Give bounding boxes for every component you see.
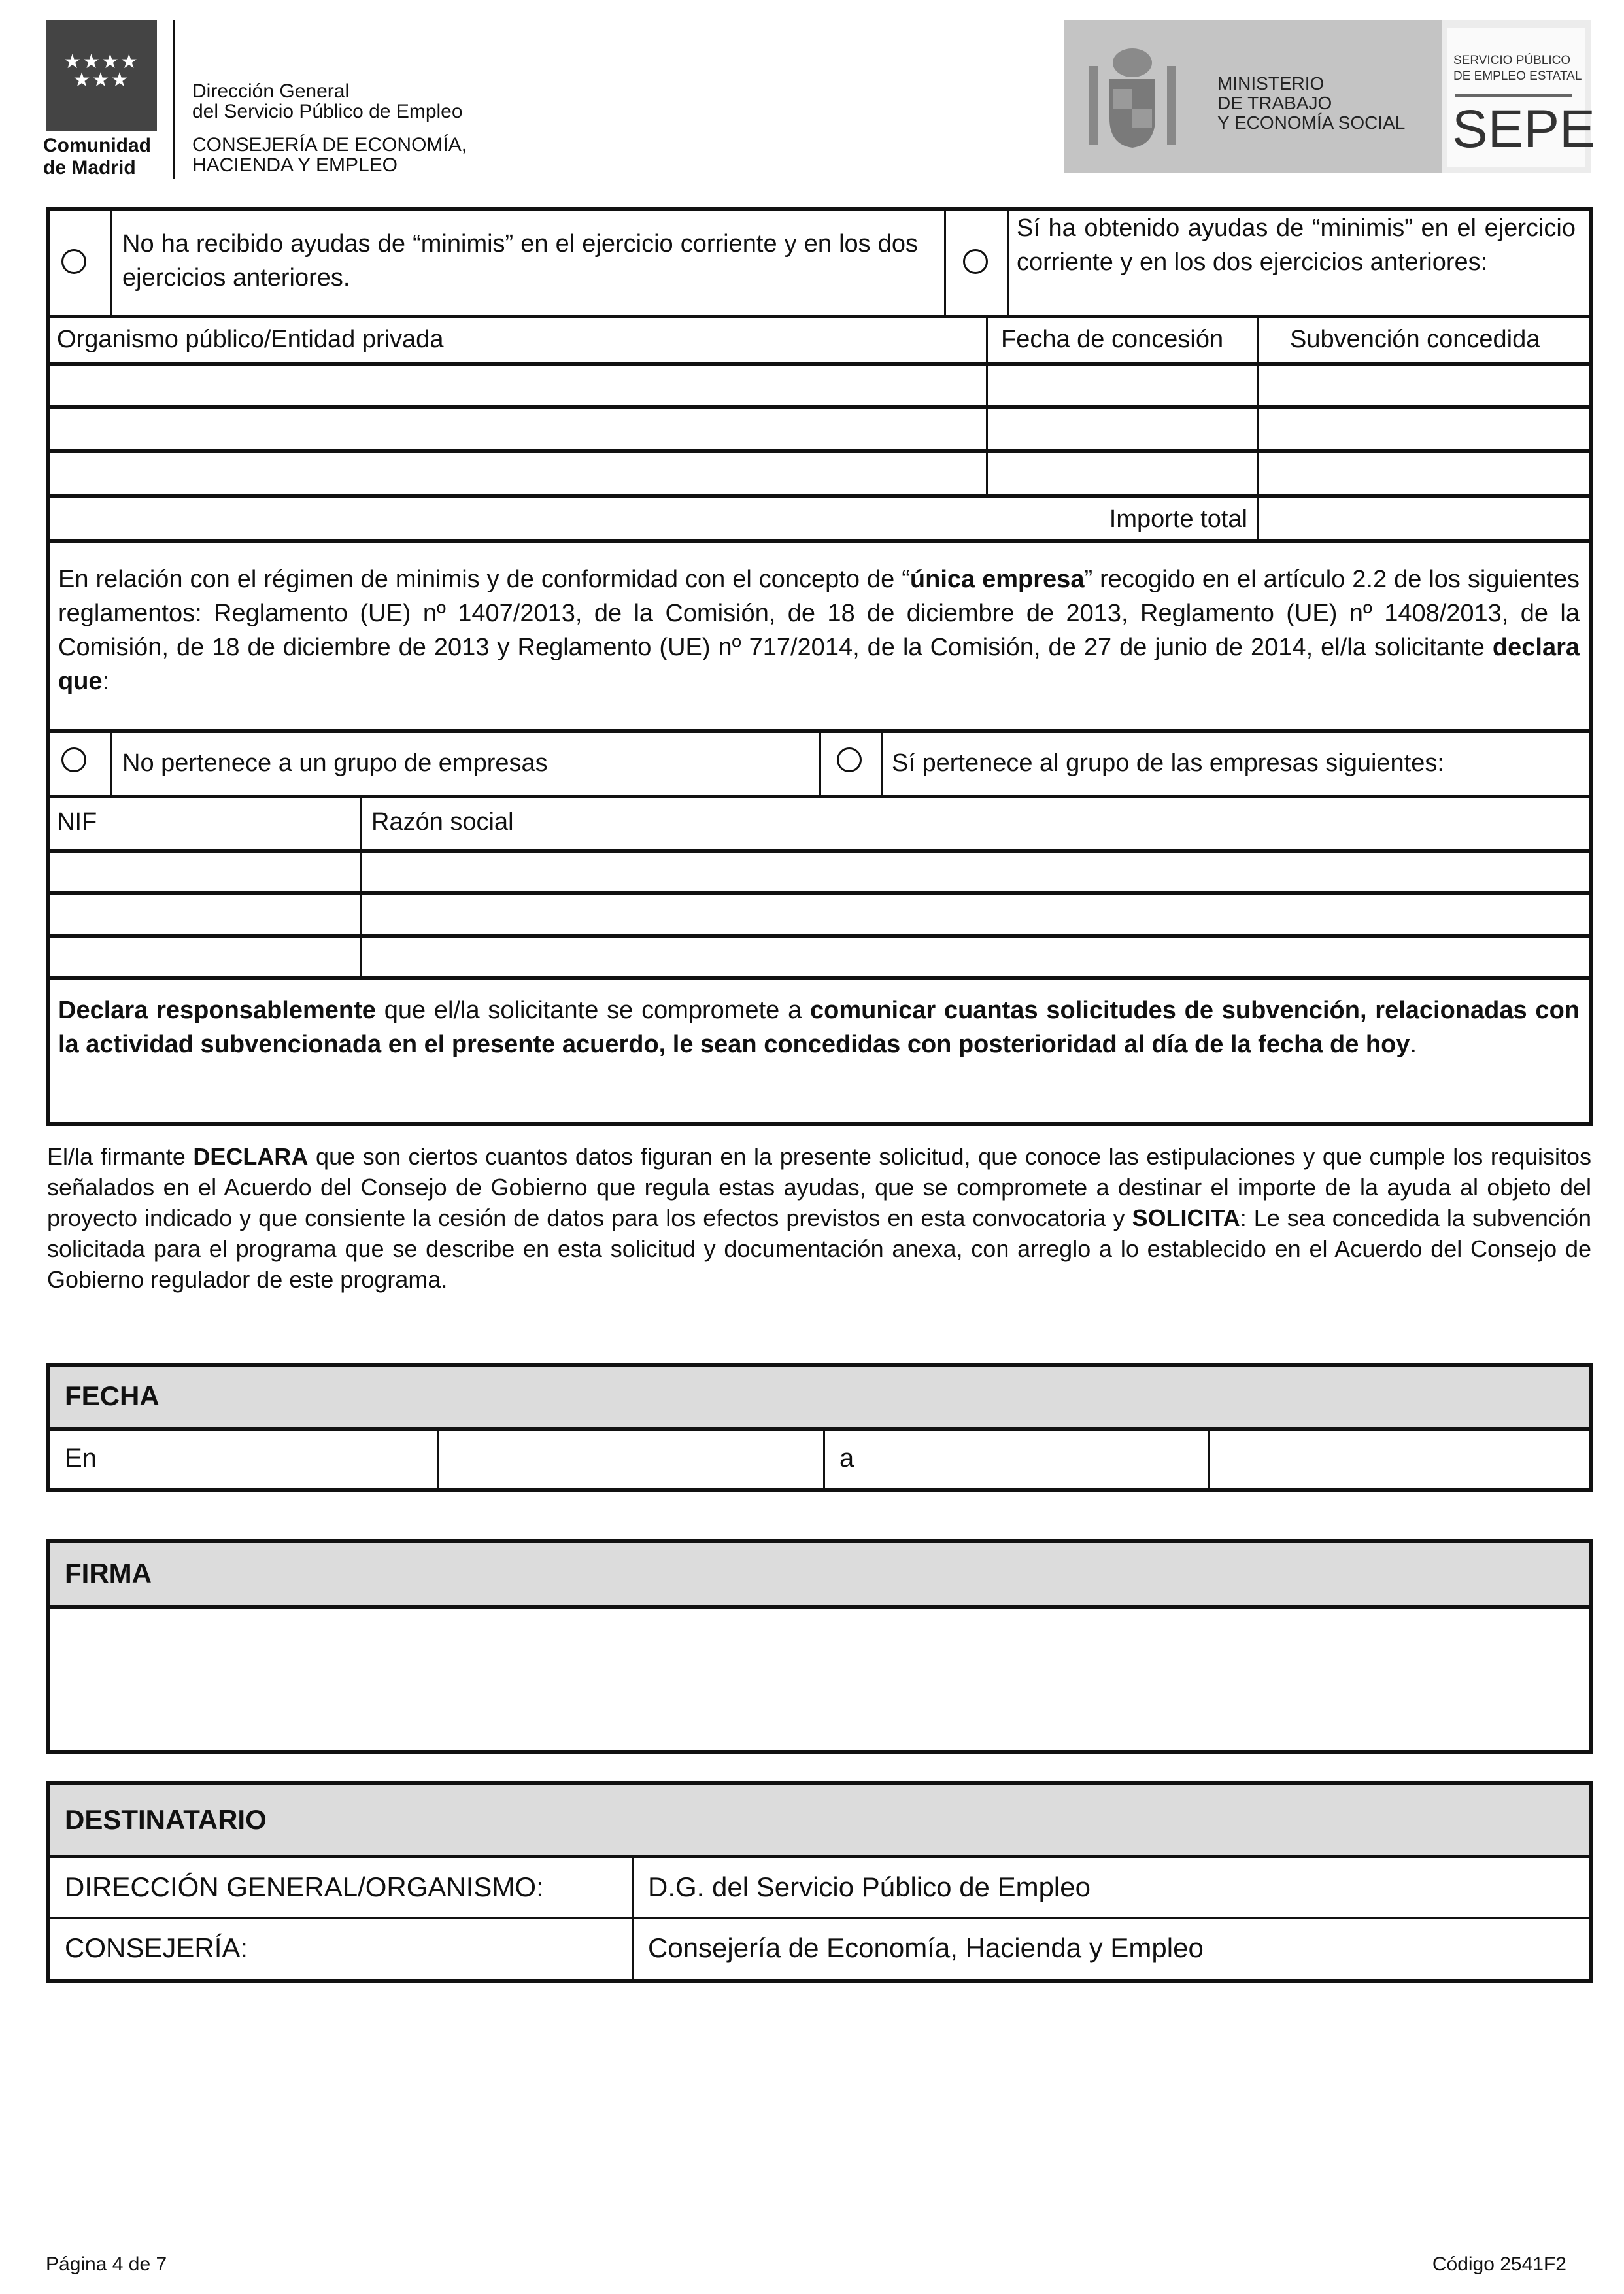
destinatario-value: D.G. del Servicio Público de Empleo bbox=[632, 1855, 1589, 1917]
page-number: Página 4 de 7 bbox=[46, 2253, 167, 2275]
organismo-input[interactable] bbox=[46, 449, 986, 494]
fecha-input[interactable] bbox=[986, 449, 1257, 494]
subvencion-input[interactable] bbox=[1257, 449, 1593, 494]
fecha-place-input[interactable] bbox=[437, 1427, 823, 1488]
org-name: Dirección General del Servicio Público de Empleo CONSEJERÍA DE ECONOMÍA, HACIENDA Y EMPLEO bbox=[192, 80, 467, 176]
subvencion-input[interactable] bbox=[1257, 362, 1593, 405]
stars-icon: ★★★★ ★★★ bbox=[63, 51, 139, 91]
fecha-section bbox=[46, 1363, 1593, 1492]
nif-input[interactable] bbox=[46, 849, 360, 891]
col-header-organismo: Organismo público/Entidad privada bbox=[46, 315, 986, 362]
madrid-logo-name: Comunidad de Madrid bbox=[43, 135, 151, 179]
importe-total-label: Importe total bbox=[46, 494, 1257, 539]
coat-of-arms-icon bbox=[1083, 40, 1181, 158]
razon-social-input[interactable] bbox=[360, 849, 1593, 891]
fecha-en-label: En bbox=[50, 1427, 437, 1488]
radio-cell bbox=[819, 729, 881, 795]
radio-cell bbox=[46, 729, 110, 795]
madrid-logo bbox=[46, 20, 157, 131]
sepe-acronym: SEPE bbox=[1452, 99, 1595, 159]
consejeria-label: CONSEJERÍA: bbox=[50, 1917, 632, 1979]
minimis-yes-option[interactable]: Sí ha obtenido ayudas de “minimis” en el ejercicio corriente y en los dos ejercicios anteriores: bbox=[1007, 207, 1593, 315]
ministry-logo bbox=[1064, 20, 1442, 173]
sepe-rule bbox=[1455, 94, 1572, 97]
firma-section bbox=[46, 1539, 1593, 1754]
radio-cell bbox=[944, 207, 1007, 315]
sepe-logo bbox=[1442, 20, 1595, 173]
destinatario-label: DIRECCIÓN GENERAL/ORGANISMO: bbox=[50, 1855, 632, 1917]
nif-input[interactable] bbox=[46, 934, 360, 976]
minimis-yes-radio[interactable] bbox=[963, 249, 988, 274]
fecha-a-label: a bbox=[823, 1427, 1208, 1488]
organismo-input[interactable] bbox=[46, 362, 986, 405]
grupo-no-option[interactable]: No pertenece a un grupo de empresas bbox=[110, 729, 819, 795]
col-header-subvencion: Subvención concedida bbox=[1257, 315, 1593, 362]
ministry-name: MINISTERIO DE TRABAJO Y ECONOMÍA SOCIAL bbox=[1217, 73, 1406, 133]
fecha-input[interactable] bbox=[986, 362, 1257, 405]
minimis-no-radio[interactable] bbox=[61, 249, 86, 274]
col-header-razon-social: Razón social bbox=[360, 795, 1593, 849]
organismo-input[interactable] bbox=[46, 405, 986, 449]
sepe-fullname: SERVICIO PÚBLICO DE EMPLEO ESTATAL bbox=[1453, 54, 1582, 83]
col-header-nif: NIF bbox=[46, 795, 360, 849]
declara-responsablemente-paragraph: Declara responsablemente que el/la solicitante se compromete a comunicar cuantas solicitudes de subvención, relacionadas con la actividad subvencionada en el presente acuerdo, le sean concedidas con posterioridad al día de la fecha de hoy. bbox=[46, 976, 1593, 1126]
sepe-panel bbox=[1447, 28, 1595, 167]
fecha-date-input[interactable] bbox=[1208, 1427, 1589, 1488]
firma-title: FIRMA bbox=[50, 1543, 1589, 1605]
grupo-no-radio[interactable] bbox=[61, 747, 86, 772]
declaration-paragraph: El/la firmante DECLARA que son ciertos cuantos datos figuran en la presente solicitud, que conoce las estipulaciones y que cumple los requisitos señalados en el Acuerdo del Consejo de Gobierno que regula estas ayudas, que se compromete a destinar el importe de la ayuda al objeto del proyecto indicado y que consiente la cesión de datos para los efectos previstos en esta convocatoria y SOLICITA: Le sea concedida la subvención solicitada para el programa que se describe en esta solicitud y documentación anexa, con arreglo a lo establecido en el Acuerdo del Consejo de Gobierno regulador de este programa. bbox=[47, 1143, 1591, 1293]
unica-empresa-paragraph: En relación con el régimen de minimis y de conformidad con el concepto de “única empresa” recogido en el artículo 2.2 de los siguientes reglamentos: Reglamento (UE) nº 1407/2013, de la Comisión, de 18 de diciembre de 2013, Reglamento (UE) nº 1408/2013, de la Comisión, de 18 de diciembre de 2013 y Reglamento (UE) nº 717/2014, de la Comisión, de 27 de junio de 2014, el/la solicitante declara que: bbox=[46, 539, 1593, 729]
col-header-fecha: Fecha de concesión bbox=[986, 315, 1257, 362]
subvencion-input[interactable] bbox=[1257, 405, 1593, 449]
form-code: Código 2541F2 bbox=[1432, 2253, 1566, 2275]
fecha-title: FECHA bbox=[50, 1367, 1589, 1427]
destinatario-section bbox=[46, 1781, 1593, 1983]
razon-social-input[interactable] bbox=[360, 891, 1593, 934]
nif-input[interactable] bbox=[46, 891, 360, 934]
signature-area[interactable] bbox=[50, 1605, 1589, 1750]
fecha-input[interactable] bbox=[986, 405, 1257, 449]
grupo-yes-radio[interactable] bbox=[837, 747, 862, 772]
minimis-no-option[interactable]: No ha recibido ayudas de “minimis” en el ejercicio corriente y en los dos ejercicios anteriores. bbox=[110, 207, 944, 315]
importe-total-input[interactable] bbox=[1257, 494, 1593, 539]
destinatario-title: DESTINATARIO bbox=[50, 1785, 1589, 1855]
razon-social-input[interactable] bbox=[360, 934, 1593, 976]
radio-cell bbox=[46, 207, 110, 315]
grupo-yes-option[interactable]: Sí pertenece al grupo de las empresas siguientes: bbox=[881, 729, 1593, 795]
consejeria-value: Consejería de Economía, Hacienda y Empleo bbox=[632, 1917, 1589, 1979]
logo-divider bbox=[173, 20, 175, 179]
